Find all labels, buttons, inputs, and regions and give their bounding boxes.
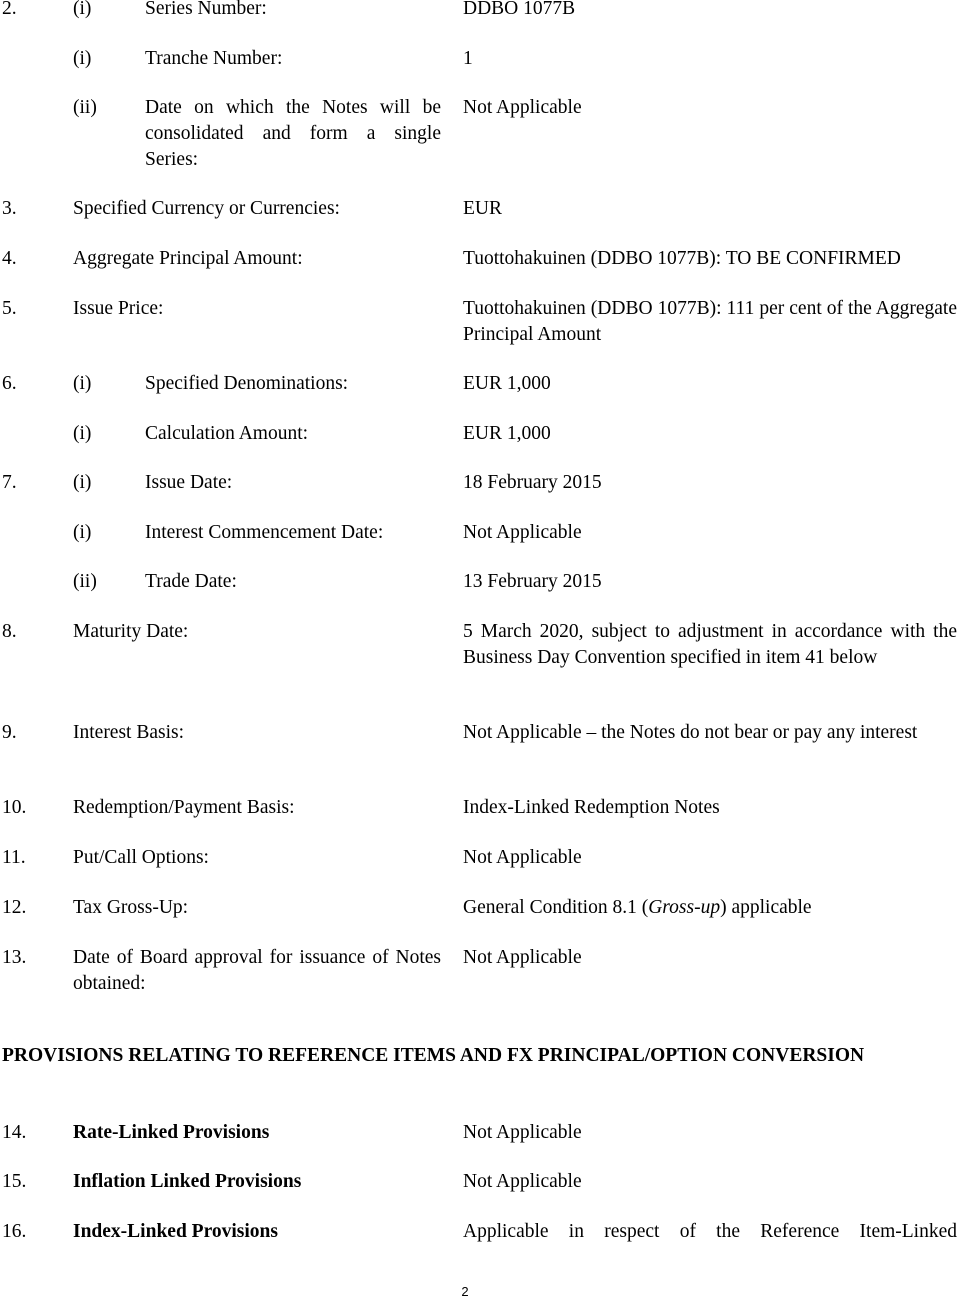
item-number: 13.	[2, 947, 27, 968]
item-number: 12.	[2, 897, 27, 918]
item-label: Tax Gross-Up:	[73, 897, 189, 918]
item-label: Interest Commencement Date:	[145, 522, 384, 543]
value-emphasis: Gross-up	[648, 897, 721, 918]
item-value: 5 March 2020, subject to adjustment in accordance with the Business Day Convention specified in item 41 below	[463, 621, 957, 668]
item-label: Maturity Date:	[73, 621, 189, 642]
page-number: 2	[461, 1284, 469, 1299]
item-number: 4.	[2, 248, 17, 269]
item-value: Not Applicable	[463, 1122, 582, 1143]
item-value: EUR	[463, 198, 502, 219]
item-value: EUR 1,000	[463, 373, 551, 394]
item-label: Interest Basis:	[73, 722, 185, 743]
item-value: EUR 1,000	[463, 423, 551, 444]
item-sub-number: (i)	[73, 0, 92, 19]
item-value: Not Applicable	[463, 847, 582, 868]
item-value: Index-Linked Redemption Notes	[463, 797, 720, 818]
item-value: Tuottohakuinen (DDBO 1077B): TO BE CONFIRMED	[463, 248, 901, 269]
item-label: Inflation Linked Provisions	[73, 1171, 302, 1192]
item-number: 14.	[2, 1122, 27, 1143]
item-label: Specified Denominations:	[145, 373, 349, 394]
item-value: Not Applicable – the Notes do not bear or pay any interest	[463, 722, 918, 743]
item-label: Issue Date:	[145, 472, 233, 493]
item-label: Put/Call Options:	[73, 847, 209, 868]
item-label: Series Number:	[145, 0, 267, 19]
item-value: Not Applicable	[463, 1171, 582, 1192]
item-sub-number: (i)	[73, 522, 92, 543]
item-number: 11.	[2, 847, 26, 868]
item-sub-number: (ii)	[73, 97, 97, 118]
item-label: Index-Linked Provisions	[73, 1221, 278, 1242]
item-value: Not Applicable	[463, 947, 582, 968]
value-suffix: ) applicable	[720, 897, 812, 918]
item-label: Date of Board approval for issuance of Notes obtained:	[73, 947, 441, 994]
item-number: 8.	[2, 621, 17, 642]
item-number: 16.	[2, 1221, 27, 1242]
value-prefix: General Condition 8.1 (	[463, 897, 649, 918]
item-label: Issue Price:	[73, 298, 164, 319]
item-number: 3.	[2, 198, 17, 219]
item-sub-number: (i)	[73, 423, 92, 444]
item-label: Specified Currency or Currencies:	[73, 198, 340, 219]
item-sub-number: (i)	[73, 472, 92, 493]
item-value: Not Applicable	[463, 97, 582, 118]
item-number: 10.	[2, 797, 27, 818]
item-value: 1	[463, 48, 473, 69]
item-label: Calculation Amount:	[145, 423, 309, 444]
item-number: 15.	[2, 1171, 27, 1192]
item-number: 9.	[2, 722, 17, 743]
item-value: 18 February 2015	[463, 472, 602, 493]
item-value: Tuottohakuinen (DDBO 1077B): 111 per cent of the Aggregate Principal Amount	[463, 298, 957, 345]
item-value	[463, 895, 957, 921]
item-number: 6.	[2, 373, 17, 394]
item-sub-number: (ii)	[73, 571, 97, 592]
item-number: 2.	[2, 0, 17, 19]
item-label: Tranche Number:	[145, 48, 283, 69]
item-number: 5.	[2, 298, 17, 319]
item-label: Trade Date:	[145, 571, 237, 592]
item-label: Aggregate Principal Amount:	[73, 248, 303, 269]
item-sub-number: (i)	[73, 373, 92, 394]
item-sub-number: (i)	[73, 48, 92, 69]
item-label: Rate-Linked Provisions	[73, 1122, 270, 1143]
section-heading: PROVISIONS RELATING TO REFERENCE ITEMS AND FX PRINCIPAL/OPTION CONVERSION	[2, 1045, 865, 1066]
item-value: Applicable in respect of the Reference Item-Linked	[463, 1221, 957, 1242]
item-label: Date on which the Notes will be consolidated and form a single Series:	[145, 97, 441, 170]
item-value: Not Applicable	[463, 522, 582, 543]
item-number: 7.	[2, 472, 17, 493]
item-value: DDBO 1077B	[463, 0, 576, 19]
item-value: 13 February 2015	[463, 571, 602, 592]
item-label: Redemption/Payment Basis:	[73, 797, 295, 818]
